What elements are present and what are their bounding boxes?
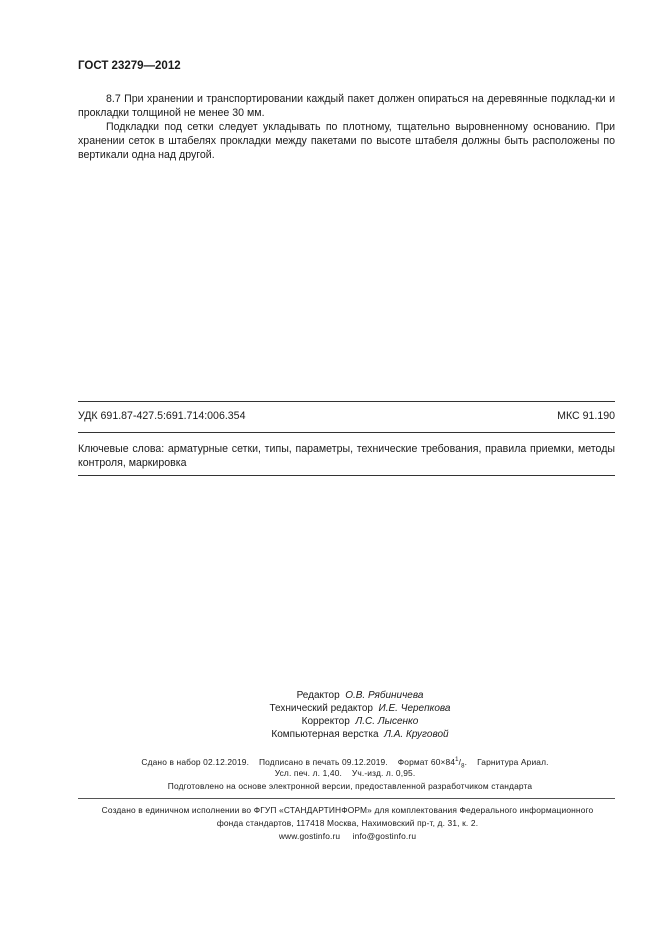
publisher-line-2: фонда стандартов, 117418 Москва, Нахимовский пр-т, д. 31, к. 2. bbox=[216, 818, 479, 828]
divider-top bbox=[78, 401, 615, 402]
publisher-line-1: Создано в единичном исполнении во ФГУП «СТАНДАРТИНФОРМ» для комплектования Федерального информационного bbox=[101, 805, 594, 815]
paragraph-8-7: 8.7 При хранении и транспортировании каждый пакет должен опираться на деревянные подклад-ки и прокладки толщиной не менее 30 мм. bbox=[78, 93, 615, 119]
document-code: ГОСТ 23279—2012 bbox=[78, 60, 181, 72]
credit-layout bbox=[180, 728, 540, 741]
credit-name: О.В. Рябиничева bbox=[345, 690, 424, 701]
imprint-prepared: Подготовлено на основе электронной версии, предоставленной разработчиком стандарта bbox=[167, 781, 533, 791]
publisher-website-link[interactable]: www.gostinfo.ru bbox=[278, 831, 341, 841]
divider-middle bbox=[78, 432, 615, 433]
publisher-contacts bbox=[60, 830, 635, 843]
paragraph-supports: Подкладки под сетки следует укладывать по плотному, тщательно выровненному основанию. При хранении сеток в штабелях прокладки между пакетами по высоте штабеля должны быть расположены по вертикали одна над другой. bbox=[78, 121, 615, 161]
imprint-typeface: Гарнитура Ариал. bbox=[477, 756, 549, 767]
publisher-email-link[interactable]: info@gostinfo.ru bbox=[352, 831, 417, 841]
imprint-format: Формат $60\times 84^1/_8$. bbox=[397, 756, 468, 770]
divider-publisher bbox=[78, 798, 615, 799]
keywords: Ключевые слова: арматурные сетки, типы, параметры, технические требования, правила приемки, методы контроля, маркировка bbox=[78, 443, 615, 469]
imprint-print-sheets: Усл. печ. л. 1,40. bbox=[274, 768, 342, 778]
mks-code: МКС 91.190 bbox=[557, 410, 615, 422]
credit-role: Редактор bbox=[296, 690, 340, 701]
imprint-submitted: Сдано в набор 02.12.2019. bbox=[141, 756, 250, 767]
imprint-line-2 bbox=[100, 767, 590, 780]
credit-corrector bbox=[180, 715, 540, 728]
imprint-pub-sheets: Уч.-изд. л. 0,95. bbox=[351, 768, 416, 778]
imprint-signed: Подписано в печать 09.12.2019. bbox=[259, 756, 388, 767]
divider-bottom bbox=[78, 475, 615, 476]
credit-tech-editor bbox=[180, 702, 540, 715]
credit-name: Л.А. Круговой bbox=[384, 729, 449, 740]
udk-code: УДК 691.87-427.5:691.714:006.354 bbox=[78, 410, 246, 422]
credit-role: Технический редактор bbox=[269, 703, 373, 714]
credit-name: Л.С. Лысенко bbox=[355, 716, 419, 727]
credit-role: Корректор bbox=[301, 716, 350, 727]
credit-role: Компьютерная верстка bbox=[271, 729, 379, 740]
credit-name: И.Е. Черепкова bbox=[378, 703, 451, 714]
credit-editor bbox=[180, 689, 540, 702]
